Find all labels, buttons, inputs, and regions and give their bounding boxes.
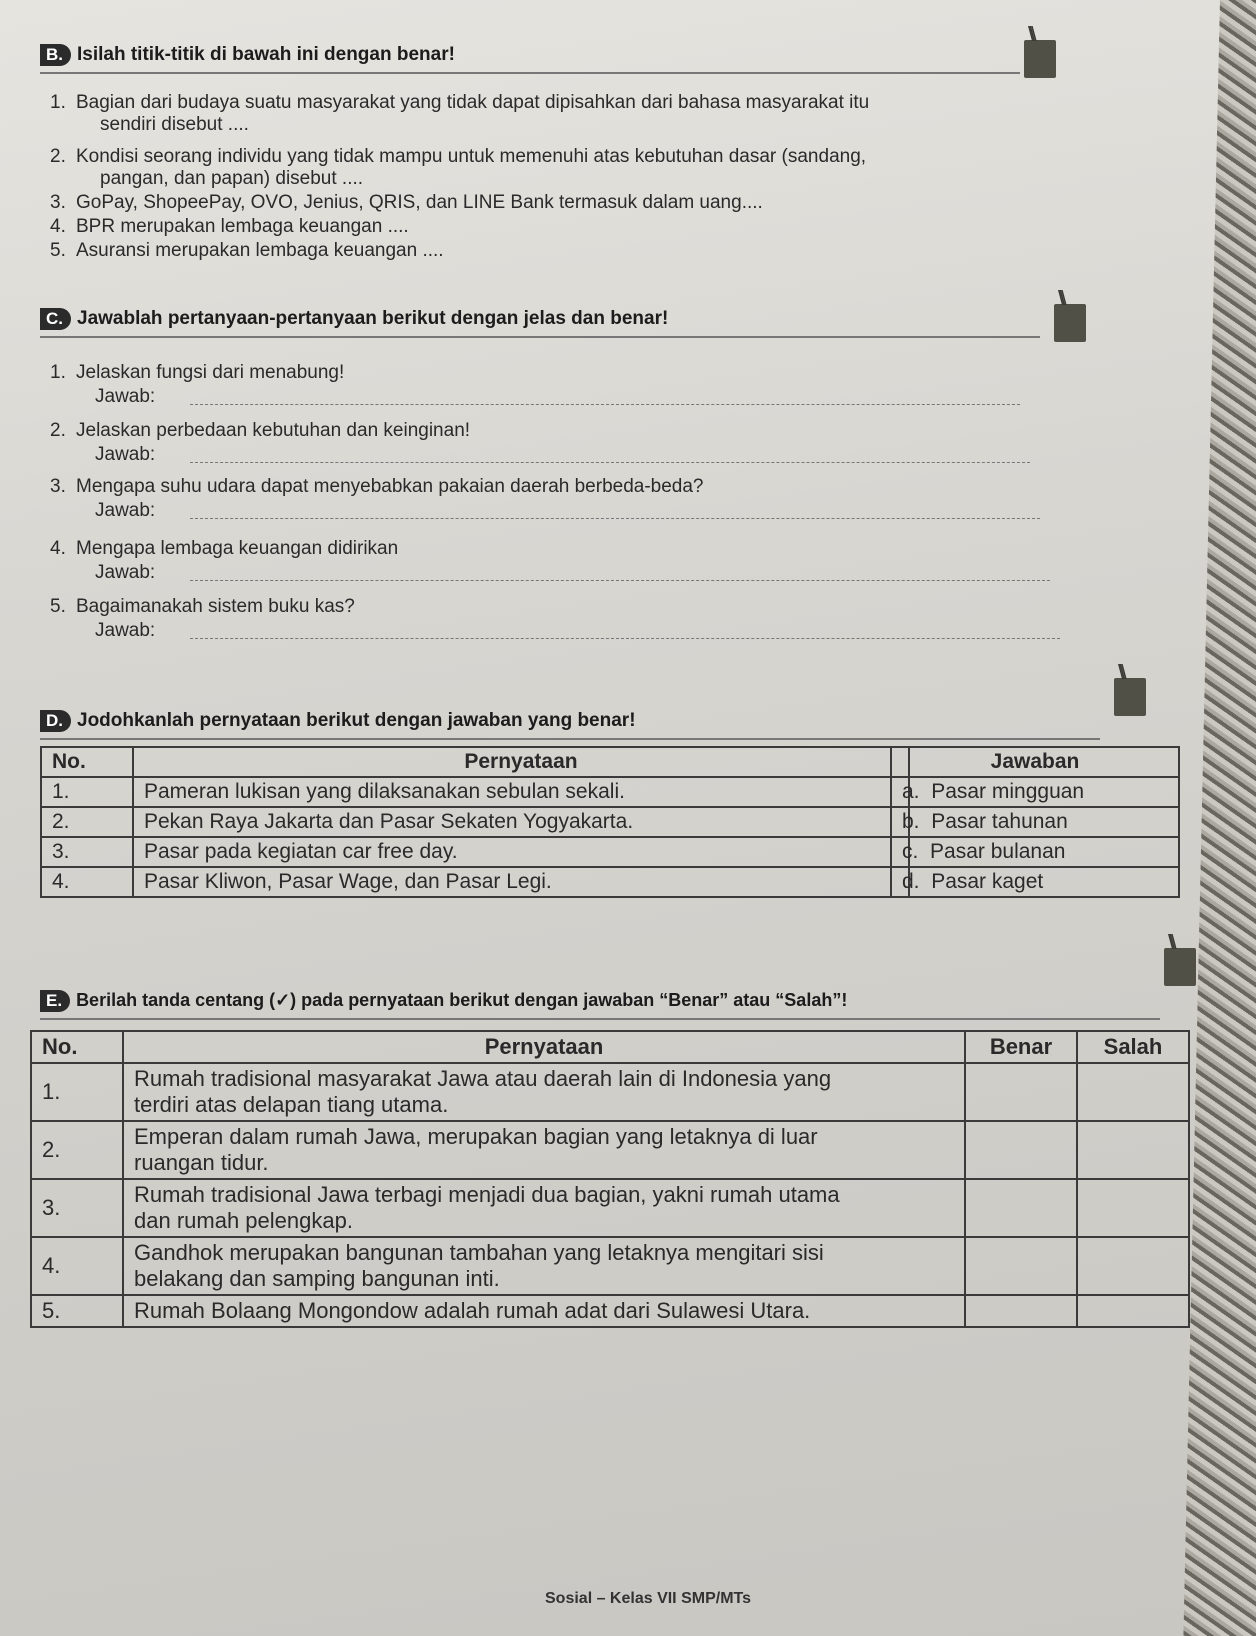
col-header-no: No.	[41, 747, 133, 777]
salah-checkbox-1[interactable]	[1077, 1063, 1189, 1121]
answer-line-4[interactable]	[190, 580, 1050, 581]
answer-line-5[interactable]	[190, 638, 1060, 639]
section-c-header	[40, 308, 1040, 338]
b-item-4: 4. BPR merupakan lembaga keuangan ....	[50, 216, 409, 237]
pencil-icon: \\\	[1024, 40, 1056, 78]
section-c-letter: C.	[40, 308, 71, 330]
pencil-icon: \\\	[1164, 948, 1196, 986]
table-row: 2. Emperan dalam rumah Jawa, merupakan bagian yang letaknya di luar ruangan tidur.	[31, 1121, 1189, 1179]
pencil-icon: \\\	[1114, 678, 1146, 716]
section-e-title: Berilah tanda centang (✓) pada pernyataan berikut dengan jawaban “Benar” atau “Salah”!	[76, 990, 848, 1010]
col-header-salah: Salah	[1077, 1031, 1189, 1063]
table-row: 4. Gandhok merupakan bangunan tambahan yang letaknya mengitari sisi belakang dan samping bangunan inti.	[31, 1237, 1189, 1295]
c-question-1: 1. Jelaskan fungsi dari menabung!	[50, 362, 345, 383]
table-row: 1. Rumah tradisional masyarakat Jawa atau daerah lain di Indonesia yang terdiri atas delapan tiang utama.	[31, 1063, 1189, 1121]
answer-option: c. Pasar bulanan	[891, 837, 1179, 867]
table-row: 5. Rumah Bolaang Mongondow adalah rumah adat dari Sulawesi Utara.	[31, 1295, 1189, 1327]
c-question-3: 3. Mengapa suhu udara dapat menyebabkan pakaian daerah berbeda-beda?	[50, 476, 704, 497]
benar-checkbox-1[interactable]	[965, 1063, 1077, 1121]
page-footer: Sosial – Kelas VII SMP/MTs	[545, 1590, 751, 1607]
section-d-letter: D.	[40, 710, 71, 732]
answer-line-1[interactable]	[190, 404, 1020, 405]
table-row: 3. Rumah tradisional Jawa terbagi menjadi dua bagian, yakni rumah utama dan rumah pelengkap.	[31, 1179, 1189, 1237]
matching-answers-table	[890, 746, 1180, 898]
table-row: 2. Pekan Raya Jakarta dan Pasar Sekaten Yogyakarta.	[41, 807, 909, 837]
answer-option: b. Pasar tahunan	[891, 807, 1179, 837]
salah-checkbox-5[interactable]	[1077, 1295, 1189, 1327]
salah-checkbox-2[interactable]	[1077, 1121, 1189, 1179]
benar-checkbox-5[interactable]	[965, 1295, 1077, 1327]
b-item-3: 3. GoPay, ShopeePay, OVO, Jenius, QRIS, dan LINE Bank termasuk dalam uang....	[50, 192, 763, 213]
answer-option: d. Pasar kaget	[891, 867, 1179, 897]
c-jawab-label-5: Jawab:	[95, 620, 156, 641]
col-header-benar: Benar	[965, 1031, 1077, 1063]
col-header-statement: Pernyataan	[133, 747, 909, 777]
table-row: 3. Pasar pada kegiatan car free day.	[41, 837, 909, 867]
section-b-title: Isilah titik-titik di bawah ini dengan benar!	[77, 44, 455, 65]
benar-checkbox-4[interactable]	[965, 1237, 1077, 1295]
section-c-title: Jawablah pertanyaan-pertanyaan berikut dengan jelas dan benar!	[77, 308, 669, 329]
true-false-table	[30, 1030, 1190, 1328]
salah-checkbox-3[interactable]	[1077, 1179, 1189, 1237]
c-question-4: 4. Mengapa lembaga keuangan didirikan	[50, 538, 399, 559]
c-jawab-label-3: Jawab:	[95, 500, 156, 521]
c-question-2: 2. Jelaskan perbedaan kebutuhan dan keinginan!	[50, 420, 471, 441]
matching-statements-table	[40, 746, 910, 898]
answer-option: a. Pasar mingguan	[891, 777, 1179, 807]
benar-checkbox-2[interactable]	[965, 1121, 1077, 1179]
section-d-header	[40, 710, 1100, 740]
col-header-no: No.	[31, 1031, 123, 1063]
table-row: 4. Pasar Kliwon, Pasar Wage, dan Pasar Legi.	[41, 867, 909, 897]
section-e-header	[40, 990, 1160, 1020]
benar-checkbox-3[interactable]	[965, 1179, 1077, 1237]
b-item-5: 5. Asuransi merupakan lembaga keuangan ....	[50, 240, 444, 261]
col-header-statement: Pernyataan	[123, 1031, 965, 1063]
b-item-1: 1. Bagian dari budaya suatu masyarakat yang tidak dapat dipisahkan dari bahasa masyarakat itu	[50, 92, 870, 113]
c-jawab-label-2: Jawab:	[95, 444, 156, 465]
b-item-2-line2: pangan, dan papan) disebut ....	[100, 168, 364, 189]
table-row: 1. Pameran lukisan yang dilaksanakan sebulan sekali.	[41, 777, 909, 807]
section-d-title: Jodohkanlah pernyataan berikut dengan jawaban yang benar!	[77, 710, 636, 731]
col-header-answer: Jawaban	[891, 747, 1179, 777]
b-item-1-line2: sendiri disebut ....	[100, 114, 249, 135]
section-e-letter: E.	[40, 990, 70, 1012]
c-jawab-label-4: Jawab:	[95, 562, 156, 583]
answer-line-2[interactable]	[190, 462, 1030, 463]
answer-line-3[interactable]	[190, 518, 1040, 519]
section-b-letter: B.	[40, 44, 71, 66]
salah-checkbox-4[interactable]	[1077, 1237, 1189, 1295]
c-question-5: 5. Bagaimanakah sistem buku kas?	[50, 596, 355, 617]
section-b-header	[40, 44, 1020, 74]
b-item-2: 2. Kondisi seorang individu yang tidak mampu untuk memenuhi atas kebutuhan dasar (sandang,	[50, 146, 867, 167]
pencil-icon: \\\	[1054, 304, 1086, 342]
c-jawab-label-1: Jawab:	[95, 386, 156, 407]
